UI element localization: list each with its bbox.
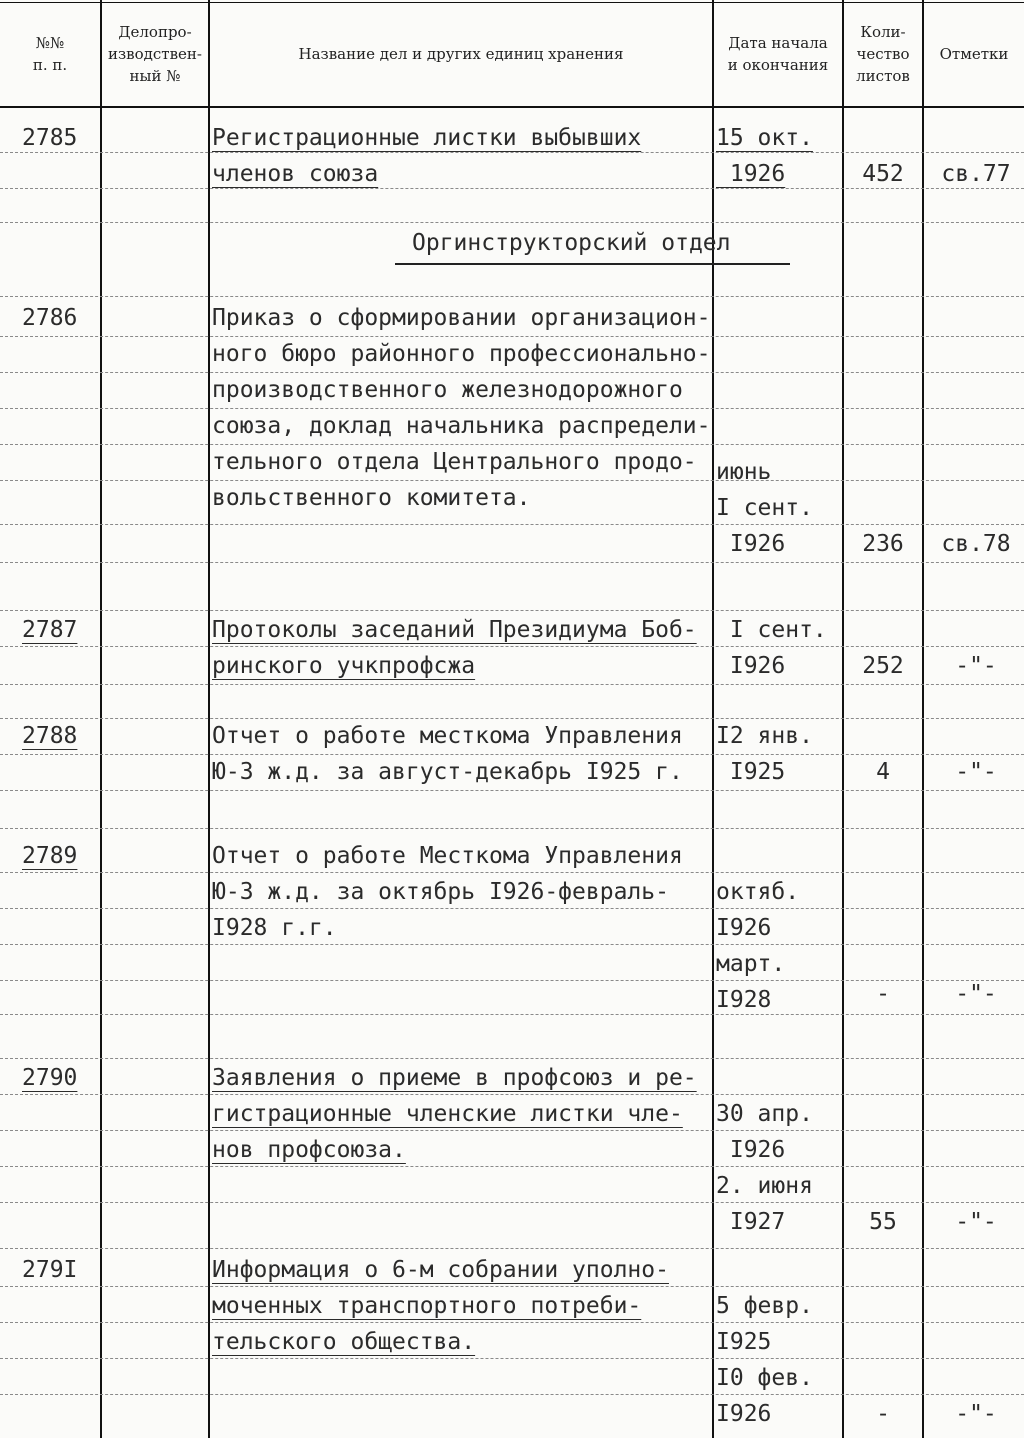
record-note: -"- [955, 981, 997, 1007]
record-sheet-count: 452 [862, 161, 904, 187]
header-title: Название дел и других единиц хранения [298, 45, 624, 63]
record-dates: 30 апр. I926 2. июня I927 [716, 1101, 813, 1235]
record-sheet-count: 252 [862, 653, 904, 679]
record-number: 279I [22, 1257, 78, 1283]
record-title: Протоколы заседаний Президиума Боб- ринского учкпрофсжа [212, 617, 697, 679]
record-dates: 15 окт. 1926 [716, 125, 813, 187]
record-title: Заявления о приеме в профсоюз и ре- гистрационные членские листки чле- нов профсоюза. [212, 1065, 697, 1163]
record-title: Регистрационные листки выбывших членов союза [212, 125, 642, 187]
record-dates: октяб. I926 март. I928 [716, 879, 800, 1013]
record-number: 2790 [22, 1065, 78, 1091]
record-dates: июнь I сент. I926 [716, 459, 813, 557]
record-sheet-count: 4 [876, 759, 890, 785]
record-number: 2786 [22, 305, 78, 331]
record-note: -"- [955, 1401, 997, 1427]
header-dates: Дата начала и окончания [727, 34, 829, 74]
record-number: 2787 [22, 617, 78, 643]
record-dates: I2 янв. I925 [716, 723, 813, 785]
record-dates: 5 февр. I925 I0 фев. I926 [716, 1293, 813, 1427]
record-sheet-count: 236 [862, 531, 904, 557]
record-title: Информация о 6-м собрании уполно- моченных транспортного потреби- тельского общества. [212, 1257, 669, 1355]
record-note: св.77 [941, 161, 1011, 187]
record-title: Отчет о работе месткома Управления Ю-З ж.д. за август-декабрь I925 г. [212, 723, 683, 785]
record-title: Приказ о сформировании организацион- ного бюро районного профессионально- производственного железнодорожного союза, доклад начальника распредели- тельного отдела Центрального продо- вольственного комитета. [212, 305, 711, 511]
record-dates: I сент. I926 [729, 617, 827, 679]
column-rule-3 [712, 0, 714, 1438]
header-bottom-rule [0, 106, 1024, 108]
section-title-rule [395, 263, 790, 265]
column-rule-4 [842, 0, 844, 1438]
header-office-number: Делопро- изводствен- ный № [108, 23, 202, 85]
record-number: 2785 [22, 125, 78, 151]
record-sheet-count: - [876, 981, 890, 1007]
header-number: №№ п. п. [32, 34, 68, 74]
record-number: 2788 [22, 723, 78, 749]
column-rule-5 [922, 0, 924, 1438]
header-top-rule [0, 2, 1024, 3]
record-sheet-count: - [876, 1401, 890, 1427]
record-note: -"- [955, 759, 997, 785]
record-note: -"- [955, 653, 997, 679]
section-title: Оргинструкторский отдел [412, 230, 731, 256]
column-rule-2 [208, 0, 210, 1438]
record-number: 2789 [22, 843, 78, 869]
record-sheet-count: 55 [869, 1209, 897, 1235]
header-notes: Отметки [939, 45, 1009, 63]
record-title: Отчет о работе Месткома Управления Ю-З ж.д. за октябрь I926-февраль- I928 г.г. [212, 843, 683, 941]
header-count: Коли- чество листов [856, 23, 910, 85]
record-note: -"- [955, 1209, 997, 1235]
record-note: св.78 [941, 531, 1011, 557]
